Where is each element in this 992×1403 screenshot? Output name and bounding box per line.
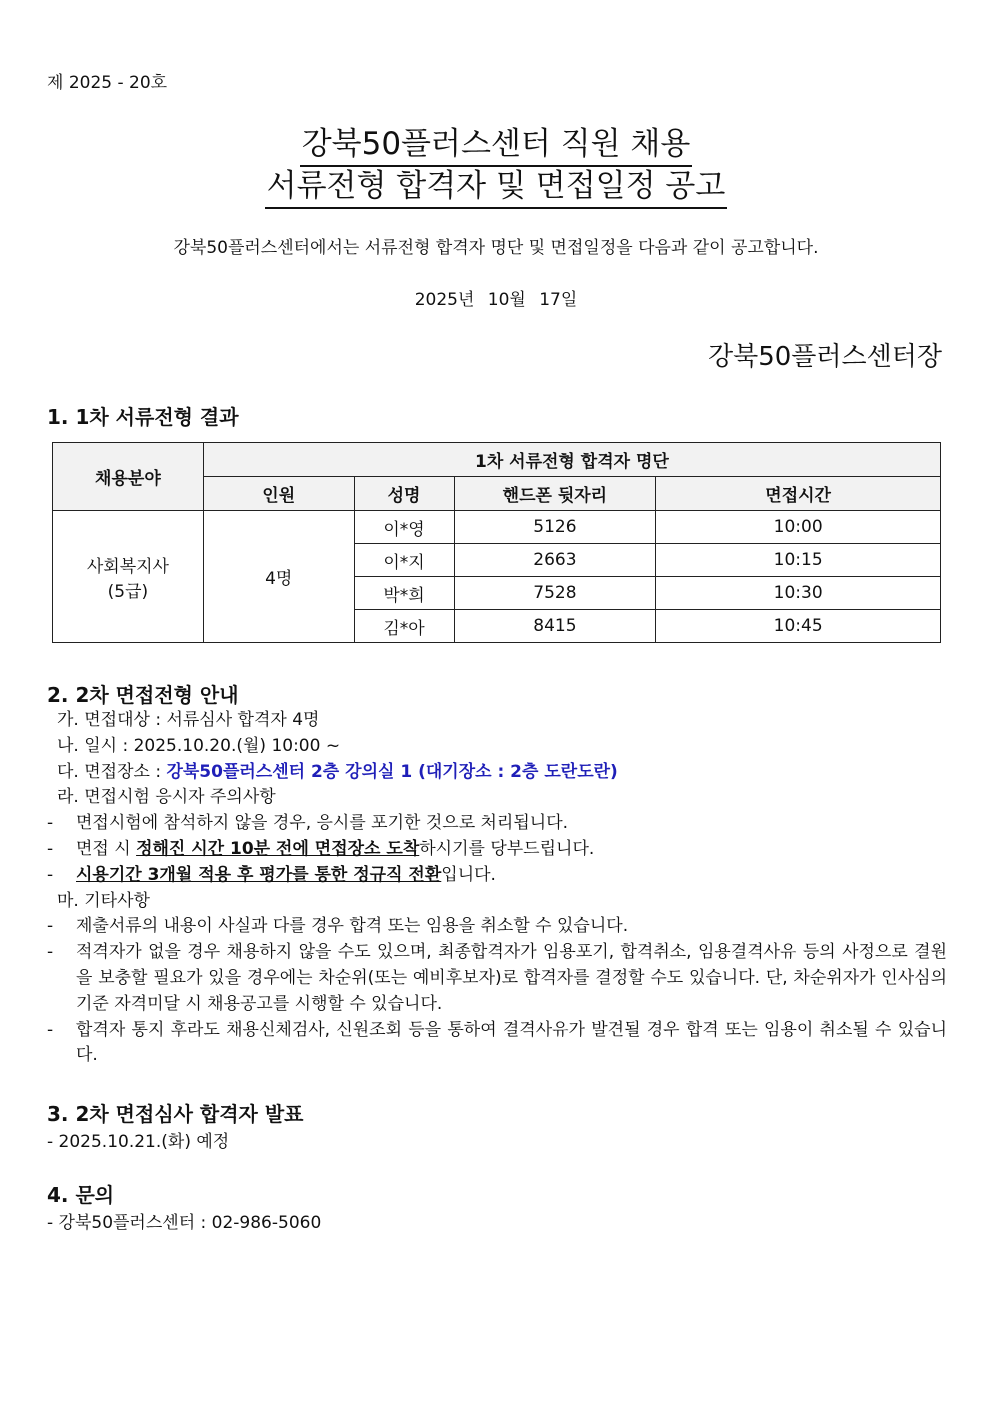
field-cell: 사회복지사 (5급) — [53, 511, 204, 643]
list-item: - 제출서류의 내용이 사실과 다를 경우 합격 또는 임용을 취소할 수 있습니다. — [47, 916, 629, 937]
announcement-date-item: - 2025.10.21.(화) 예정 — [47, 1132, 230, 1152]
contact-item: - 강북50플러스센터 : 02-986-5060 — [47, 1213, 322, 1233]
result-table — [52, 442, 941, 643]
section-1-heading: 1. 1차 서류전형 결과 — [47, 405, 239, 429]
name-cell: 이*지 — [354, 544, 454, 577]
name-cell: 박*희 — [354, 577, 454, 610]
table-row — [53, 511, 941, 544]
name-cell: 이*영 — [354, 511, 454, 544]
section-3-heading: 3. 2차 면접심사 합격자 발표 — [47, 1102, 304, 1126]
time-cell: 10:30 — [656, 577, 941, 610]
phone-cell: 2663 — [454, 544, 656, 577]
time-cell: 10:45 — [656, 610, 941, 643]
section-2-body — [47, 708, 947, 1069]
phone-cell: 8415 — [454, 610, 656, 643]
name-cell: 김*아 — [354, 610, 454, 643]
count-cell: 4명 — [203, 511, 354, 643]
phone-cell: 7528 — [454, 577, 656, 610]
document-number: 제 2025 - 20호 — [47, 73, 168, 93]
section-2-heading: 2. 2차 면접전형 안내 — [47, 683, 239, 707]
intro-text: 강북50플러스센터에서는 서류전형 합격자 명단 및 면접일정을 다음과 같이 공고합니다. — [173, 238, 819, 258]
title-line-1: 강북50플러스센터 직원 채용 — [0, 118, 992, 163]
header-name: 성명 — [354, 477, 454, 511]
list-item: - 면접시험에 참석하지 않을 경우, 응시를 포기한 것으로 처리됩니다. — [47, 813, 569, 834]
time-cell: 10:15 — [656, 544, 941, 577]
announcement-date: 2025년 10월 17일 — [414, 290, 578, 310]
header-phone: 핸드폰 뒷자리 — [454, 477, 656, 511]
list-item: - 면접 시 정해진 시간 10분 전에 면접장소 도착하시기를 당부드립니다. — [47, 838, 595, 859]
time-cell: 10:00 — [656, 511, 941, 544]
item-ma: 마. 기타사항 — [57, 890, 150, 911]
list-item: - 합격자 통지 후라도 채용신체검사, 신원조회 등을 통하여 결격사유가 발견될 경우 합격 또는 임용이 취소될 수 있습니다. — [47, 1019, 947, 1066]
item-da: 다. 면접장소 : 강북50플러스센터 2층 강의실 1 (대기장소 : 2층 도란도란) — [57, 761, 618, 782]
signer: 강북50플러스센터장 — [707, 342, 942, 372]
header-group: 1차 서류전형 합격자 명단 — [203, 443, 940, 477]
header-time: 면접시간 — [656, 477, 941, 511]
header-field: 채용분야 — [53, 443, 204, 511]
item-ra: 라. 면접시험 응시자 주의사항 — [57, 787, 276, 808]
list-item: - 적격자가 없을 경우 채용하지 않을 수도 있으며, 최종합격자가 임용포기, 합격취소, 임용결격사유 등의 사정으로 결원을 보충할 필요가 있을 경우에는 차순위(또는 예비후보자)로 합격자를 결정할 수도 있습니다. 단, 차순위자가 인사심의 기준 자격미달 시 채용공고를 시행할 수 있습니다. — [47, 942, 947, 1014]
item-ga: 가. 면접대상 : 서류심사 합격자 4명 — [57, 710, 320, 730]
list-item: - 시용기간 3개월 적용 후 평가를 통한 정규직 전환입니다. — [47, 864, 496, 885]
item-na: 나. 일시 : 2025.10.20.(월) 10:00 ~ — [57, 735, 341, 756]
interview-place: 강북50플러스센터 2층 강의실 1 (대기장소 : 2층 도란도란) — [166, 761, 618, 782]
header-count: 인원 — [203, 477, 354, 511]
section-4-heading: 4. 문의 — [47, 1183, 115, 1207]
phone-cell: 5126 — [454, 511, 656, 544]
title-line-2: 서류전형 합격자 및 면접일정 공고 — [0, 160, 992, 205]
